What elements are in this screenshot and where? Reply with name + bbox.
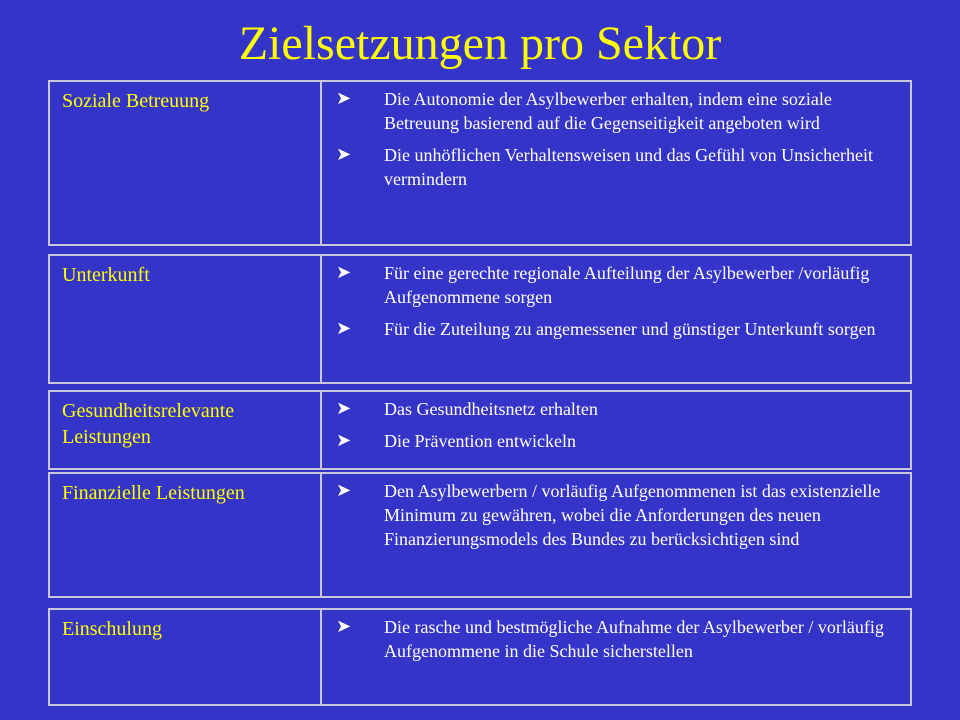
list-item (336, 429, 896, 453)
sector-body (322, 610, 910, 704)
arrowhead-bullet-icon: ➤ (336, 430, 352, 451)
sector-label: Finanzielle Leistungen (50, 474, 322, 596)
sector-body (322, 256, 910, 382)
bullet-text: Die unhöflichen Verhaltensweisen und das Gefühl von Unsicherheit vermindern (384, 145, 874, 189)
sector-unterkunft (48, 254, 912, 384)
bullet-text: Das Gesundheitsnetz erhalten (384, 399, 598, 419)
list-item (336, 317, 896, 341)
list-item (336, 397, 896, 421)
sector-label: Einschulung (50, 610, 322, 704)
sector-gesundheit (48, 390, 912, 470)
list-item (336, 615, 896, 663)
bullet-text: Die rasche und bestmögliche Aufnahme der Asylbewerber / vorläufig Aufgenommene in die Schule sicherstellen (384, 617, 884, 661)
sector-label: Soziale Betreuung (50, 82, 322, 244)
arrowhead-bullet-icon: ➤ (336, 318, 352, 339)
arrowhead-bullet-icon: ➤ (336, 480, 352, 501)
list-item (336, 87, 896, 135)
sector-body (322, 474, 910, 596)
arrowhead-bullet-icon: ➤ (336, 616, 352, 637)
bullet-text: Die Autonomie der Asylbewerber erhalten, indem eine soziale Betreuung basierend auf die Gegenseitigkeit angeboten wird (384, 89, 832, 133)
sector-finanzielle-leistungen (48, 472, 912, 598)
sector-einschulung (48, 608, 912, 706)
list-item (336, 261, 896, 309)
page-title: Zielsetzungen pro Sektor (238, 17, 722, 70)
sector-body (322, 392, 910, 468)
sector-soziale-betreuung (48, 80, 912, 246)
arrowhead-bullet-icon: ➤ (336, 398, 352, 419)
arrowhead-bullet-icon: ➤ (336, 144, 352, 165)
sector-label: Unterkunft (50, 256, 322, 382)
bullet-text: Für die Zuteilung zu angemessener und günstiger Unterkunft sorgen (384, 319, 876, 339)
bullet-text: Die Prävention entwickeln (384, 431, 576, 451)
bullet-text: Für eine gerechte regionale Aufteilung der Asylbewerber /vorläufig Aufgenommene sorgen (384, 263, 870, 307)
list-item (336, 479, 896, 551)
list-item (336, 143, 896, 191)
arrowhead-bullet-icon: ➤ (336, 88, 352, 109)
sector-label: Gesundheitsrelevante Leistungen (50, 392, 322, 468)
arrowhead-bullet-icon: ➤ (336, 262, 352, 283)
bullet-text: Den Asylbewerbern / vorläufig Aufgenommenen ist das existenzielle Minimum zu gewähren, wobei die Anforderungen des neuen Finanzierungsmodels des Bundes zu berücksichtigen sind (384, 481, 881, 549)
sector-body (322, 82, 910, 244)
